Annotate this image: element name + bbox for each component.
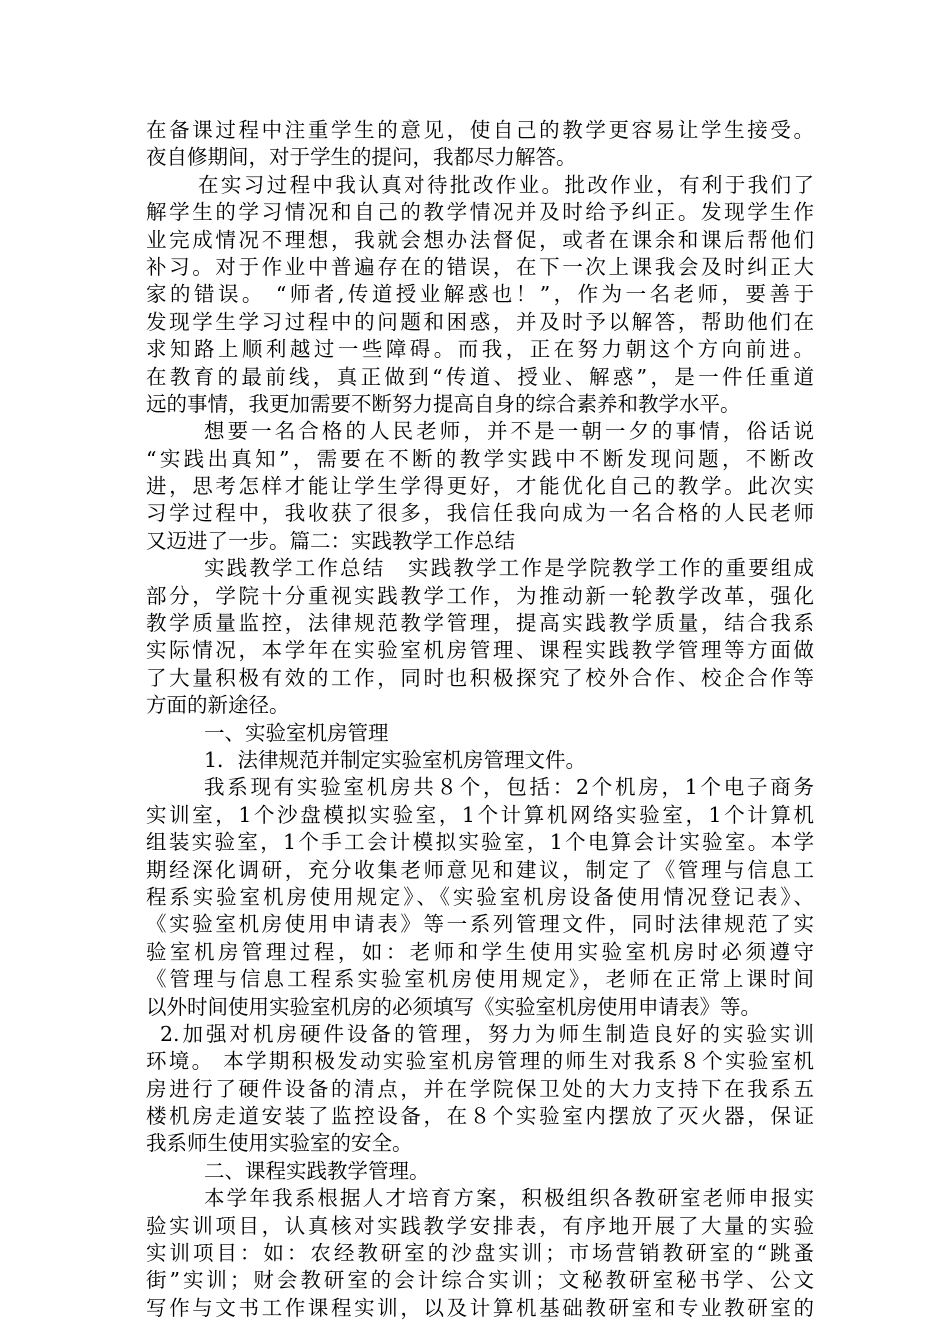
text-line: 了大量积极有效的工作，同时也积极探究了校外合作、校企合作等 — [146, 665, 814, 690]
text-line: 验实训项目，认真核对实践教学安排表，有序地开展了大量的实验 — [146, 1213, 814, 1238]
text-line: 家的错误。 “师者,传道授业解惑也！”，作为一名老师，要善于 — [146, 282, 814, 307]
text-line: 发现学生学习过程中的问题和困惑，并及时予以解答，帮助他们在 — [146, 309, 814, 334]
document-body — [146, 117, 814, 1322]
text-line: 实践教学工作总结 实践教学工作是学院教学工作的重要组成 — [204, 556, 814, 581]
text-line: 又迈进了一步。篇二：实践教学工作总结 — [146, 528, 515, 553]
text-line: 我系师生使用实验室的安全。 — [146, 1131, 413, 1156]
text-line: 想要一名合格的人民老师，并不是一朝一夕的事情，俗话说 — [204, 419, 814, 444]
text-line: 实训项目：如：农经教研室的沙盘实训；市场营销教研室的“跳蚤 — [146, 1241, 814, 1266]
text-line: 业完成情况不理想，我就会想办法督促，或者在课余和课后帮他们 — [146, 227, 814, 252]
text-line: 在备课过程中注重学生的意见，使自己的教学更容易让学生接受。 — [146, 118, 814, 142]
text-line: 远的事情，我更加需要不断努力提高自身的综合素养和教学水平。 — [146, 391, 741, 416]
text-line: 组装实验室，1个手工会计模拟实验室，1个电算会计实验室。本学 — [146, 830, 814, 855]
text-line: 进，思考怎样才能让学生学得更好，才能优化自己的教学。此次实 — [146, 474, 814, 499]
text-line: 习学过程中，我收获了很多，我信任我向成为一名合格的人民老师 — [146, 501, 814, 526]
text-line: 补习。对于作业中普遍存在的错误，在下一次上课我会及时纠正大 — [146, 254, 814, 279]
text-line: 程系实验室机房使用规定》、《实验室机房设备使用情况登记表》、 — [146, 884, 814, 909]
text-line: 求知路上顺利越过一些障碍。而我，正在努力朝这个方向前进。 — [146, 337, 814, 362]
text-line: 2.加强对机房硬件设备的管理，努力为师生制造良好的实验实训 — [160, 1021, 814, 1046]
text-line: 本学年我系根据人才培育方案，积极组织各教研室老师申报实 — [204, 1186, 814, 1211]
text-line: 二、课程实践教学管理。 — [204, 1158, 430, 1183]
text-line: 期经深化调研，充分收集老师意见和建议，制定了《管理与信息工 — [146, 857, 814, 882]
text-line: 部分，学院十分重视实践教学工作，为推动新一轮教学改革，强化 — [146, 583, 814, 608]
text-line: 房进行了硬件设备的清点，并在学院保卫处的大力支持下在我系五 — [146, 1076, 814, 1101]
text-line: 楼机房走道安装了监控设备，在８个实验室内摆放了灭火器，保证 — [146, 1104, 814, 1129]
text-line: 方面的新途径。 — [146, 693, 290, 718]
text-line: 一、实验室机房管理 — [204, 720, 389, 745]
text-line: “实践出真知”，需要在不断的教学实践中不断发现问题，不断改 — [146, 446, 814, 471]
text-line: 实训室，1个沙盘模拟实验室，1个计算机网络实验室，1个计算机 — [146, 802, 814, 827]
text-line: 以外时间使用实验室机房的必须填写《实验室机房使用申请表》等。 — [146, 994, 761, 1019]
text-line: 我系现有实验室机房共８个，包括：2个机房，1个电子商务 — [204, 775, 814, 800]
text-line: 夜自修期间，对于学生的提问，我都尽力解答。 — [146, 145, 577, 170]
text-line: 《实验室机房使用申请表》等一系列管理文件，同时法律规范了实 — [146, 912, 814, 937]
text-line: 1．法律规范并制定实验室机房管理文件。 — [204, 747, 587, 772]
text-line: 验室机房管理过程，如：老师和学生使用实验室机房时必须遵守 — [146, 939, 814, 964]
text-line: 实际情况，本学年在实验室机房管理、课程实践教学管理等方面做 — [146, 638, 814, 663]
text-line: 在教育的最前线，真正做到“传道、授业、解惑”，是一件任重道 — [146, 364, 814, 389]
text-line: 环境。 本学期积极发动实验室机房管理的师生对我系８个实验室机 — [146, 1049, 814, 1074]
text-line: 在实习过程中我认真对待批改作业。批改作业，有利于我们了 — [198, 172, 814, 197]
text-line: 写作与文书工作课程实训，以及计算机基础教研室和专业教研室的 — [146, 1295, 814, 1320]
text-line: 解学生的学习情况和自己的教学情况并及时给予纠正。发现学生作 — [146, 200, 814, 225]
text-line: 教学质量监控，法律规范教学管理，提高实践教学质量，结合我系 — [146, 611, 814, 636]
text-line: 街”实训；财会教研室的会计综合实训；文秘教研室秘书学、公文 — [146, 1268, 814, 1293]
text-line: 《管理与信息工程系实验室机房使用规定》，老师在正常上课时间 — [146, 967, 814, 992]
